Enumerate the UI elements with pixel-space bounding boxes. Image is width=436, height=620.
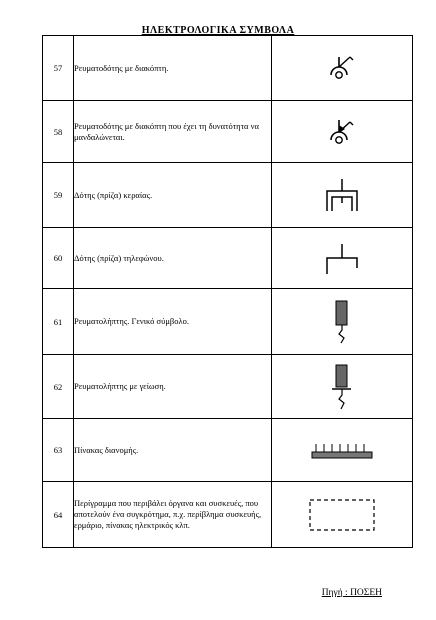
- row-symbol: [272, 101, 413, 163]
- row-description: Περίγραμμα που περιβάλει όργανα και συσκευές, που αποτελούν ένα συγκρότημα, π.χ. περίβλημα συσκευής, ερμάριο, πίνακας ηλεκτρικός κλπ.: [74, 482, 272, 548]
- row-number: 60: [43, 228, 74, 289]
- row-symbol: [272, 419, 413, 482]
- table-row: [43, 163, 413, 228]
- row-number: 59: [43, 163, 74, 228]
- row-symbol: [272, 163, 413, 228]
- row-description: Ρευματοδότης με διακόπτη που έχει τη δυνατότητα να μανδαλώνεται.: [74, 101, 272, 163]
- table-row: [43, 36, 413, 101]
- socket-with-switch-icon: [322, 51, 362, 85]
- row-description: Δότης (πρίζα) τηλεφώνου.: [74, 228, 272, 289]
- antenna-outlet-icon: [322, 175, 362, 215]
- row-description: Ρευματολήπτης. Γενικό σύμβολο.: [74, 289, 272, 355]
- plug-icon: [327, 299, 357, 345]
- row-symbol: [272, 228, 413, 289]
- row-symbol: [272, 289, 413, 355]
- row-number: 63: [43, 419, 74, 482]
- grounded-plug-icon: [327, 363, 357, 411]
- telephone-outlet-icon: [322, 238, 362, 278]
- lockable-socket-with-switch-icon: [322, 115, 362, 149]
- row-number: 57: [43, 36, 74, 101]
- table-row: [43, 228, 413, 289]
- enclosure-outline-icon: [307, 497, 377, 533]
- row-description: Ρευματοδότης με διακόπτη.: [74, 36, 272, 101]
- symbols-table: [42, 35, 413, 548]
- row-number: 58: [43, 101, 74, 163]
- source-note: Πηγή : ΠΟΣΕΗ: [321, 588, 382, 598]
- row-description: Ρευματολήπτης με γείωση.: [74, 355, 272, 419]
- table-row: [43, 101, 413, 163]
- table-row: [43, 482, 413, 548]
- page-title: ΗΛΕΚΤΡΟΛΟΓΙΚΑ ΣΥΜΒΟΛΑ: [141, 25, 295, 36]
- distribution-board-icon: [310, 438, 374, 462]
- row-symbol: [272, 36, 413, 101]
- row-description: Πίνακας διανομής.: [74, 419, 272, 482]
- row-description: Δότης (πρίζα) κεραίας.: [74, 163, 272, 228]
- row-symbol: [272, 355, 413, 419]
- table-row: [43, 419, 413, 482]
- table-row: [43, 355, 413, 419]
- row-symbol: [272, 482, 413, 548]
- row-number: 61: [43, 289, 74, 355]
- row-number: 64: [43, 482, 74, 548]
- row-number: 62: [43, 355, 74, 419]
- table-row: [43, 289, 413, 355]
